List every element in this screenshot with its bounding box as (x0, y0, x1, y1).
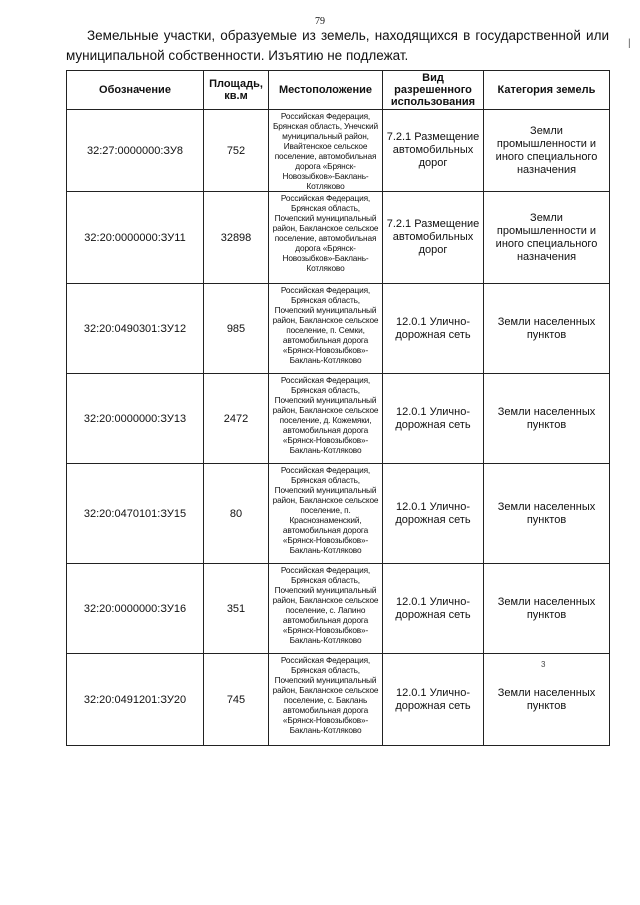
cell-designation: 32:27:0000000:ЗУ8 (67, 110, 204, 192)
header-permitted-use: Вид разрешенного использования (383, 71, 484, 110)
cell-land-category: Земли населенных пунктов (484, 284, 610, 374)
cell-location: Российская Федерация, Брянская область, Унечский муниципальный район, Ивайтенское сельское поселение, автомобильная дорога «Брянск-Новозыбков»-Баклань-Котляково (269, 110, 383, 192)
cell-land-category: Земли промышленности и иного специального назначения (484, 192, 610, 284)
cell-location: Российская Федерация, Брянская область, Почепский муниципальный район, Бакланское сельское поселение, автомобильная дорога «Брянск-Новозыбков»-Баклань-Котляково (269, 192, 383, 284)
table-row (67, 374, 610, 464)
header-area: Площадь, кв.м (204, 71, 269, 110)
cell-location: Российская Федерация, Брянская область, Почепский муниципальный район, Бакланское сельское поселение, п. Семки, автомобильная дорога «Брянск-Новозыбков»-Баклань-Котляково (269, 284, 383, 374)
cell-permitted-use: 12.0.1 Улично-дорожная сеть (383, 374, 484, 464)
intro-paragraph: Земельные участки, образуемые из земель, находящихся в государственной или муниципальной собственности. Изъятию не подлежат. (66, 28, 609, 63)
table-header-row (67, 71, 610, 110)
cell-designation: 32:20:0000000:ЗУ11 (67, 192, 204, 284)
table-row (67, 654, 610, 746)
page-number: 79 (315, 16, 325, 27)
table-row (67, 464, 610, 564)
cell-designation: 32:20:0000000:ЗУ13 (67, 374, 204, 464)
cell-area: 752 (204, 110, 269, 192)
cell-area: 80 (204, 464, 269, 564)
cell-area: 745 (204, 654, 269, 746)
header-land-category: Категория земель (484, 71, 610, 110)
cell-land-category: Земли населенных пунктов (484, 464, 610, 564)
cell-location: Российская Федерация, Брянская область, Почепский муниципальный район, Бакланское сельское поселение, с. Баклань автомобильная дорога «Брянск-Новозыбков»-Баклань-Котляково (269, 654, 383, 746)
cell-permitted-use: 12.0.1 Улично-дорожная сеть (383, 564, 484, 654)
cell-permitted-use: 12.0.1 Улично-дорожная сеть (383, 464, 484, 564)
table-row (67, 564, 610, 654)
table-row (67, 110, 610, 192)
cell-land-category: Земли населенных пунктов (484, 564, 610, 654)
header-designation: Обозначение (67, 71, 204, 110)
cell-land-category: Земли промышленности и иного специального назначения (484, 110, 610, 192)
margin-mark: | (628, 38, 631, 49)
cell-permitted-use: 12.0.1 Улично-дорожная сеть (383, 284, 484, 374)
cell-designation: 32:20:0000000:ЗУ16 (67, 564, 204, 654)
cell-designation: 32:20:0490301:ЗУ12 (67, 284, 204, 374)
cell-location: Российская Федерация, Брянская область, Почепский муниципальный район, Бакланское сельское поселение, д. Кожемяки, автомобильная дорога «Брянск-Новозыбков»-Баклань-Котляково (269, 374, 383, 464)
table-row (67, 192, 610, 284)
header-location: Местоположение (269, 71, 383, 110)
cell-area: 2472 (204, 374, 269, 464)
cell-area: 32898 (204, 192, 269, 284)
cell-area: 985 (204, 284, 269, 374)
cell-designation: 32:20:0470101:ЗУ15 (67, 464, 204, 564)
cell-permitted-use: 7.2.1 Размещение автомобильных дорог (383, 192, 484, 284)
cell-land-category: Земли населенных пунктов (484, 654, 610, 746)
land-plots-table (66, 70, 610, 746)
cell-land-category: Земли населенных пунктов (484, 374, 610, 464)
cell-permitted-use: 12.0.1 Улично-дорожная сеть (383, 654, 484, 746)
cell-location: Российская Федерация, Брянская область, Почепский муниципальный район, Бакланское сельское поселение, п. Краснознаменский, автомобильная дорога «Брянск-Новозыбков»-Баклань-Котляково (269, 464, 383, 564)
cell-permitted-use: 7.2.1 Размещение автомобильных дорог (383, 110, 484, 192)
table-row (67, 284, 610, 374)
cell-area: 351 (204, 564, 269, 654)
cell-designation: 32:20:0491201:ЗУ20 (67, 654, 204, 746)
cell-location: Российская Федерация, Брянская область, Почепский муниципальный район, Бакланское сельское поселение, с. Лапино автомобильная дорога «Брянск-Новозыбков»-Баклань-Котляково (269, 564, 383, 654)
stray-mark: 3 (541, 660, 546, 669)
